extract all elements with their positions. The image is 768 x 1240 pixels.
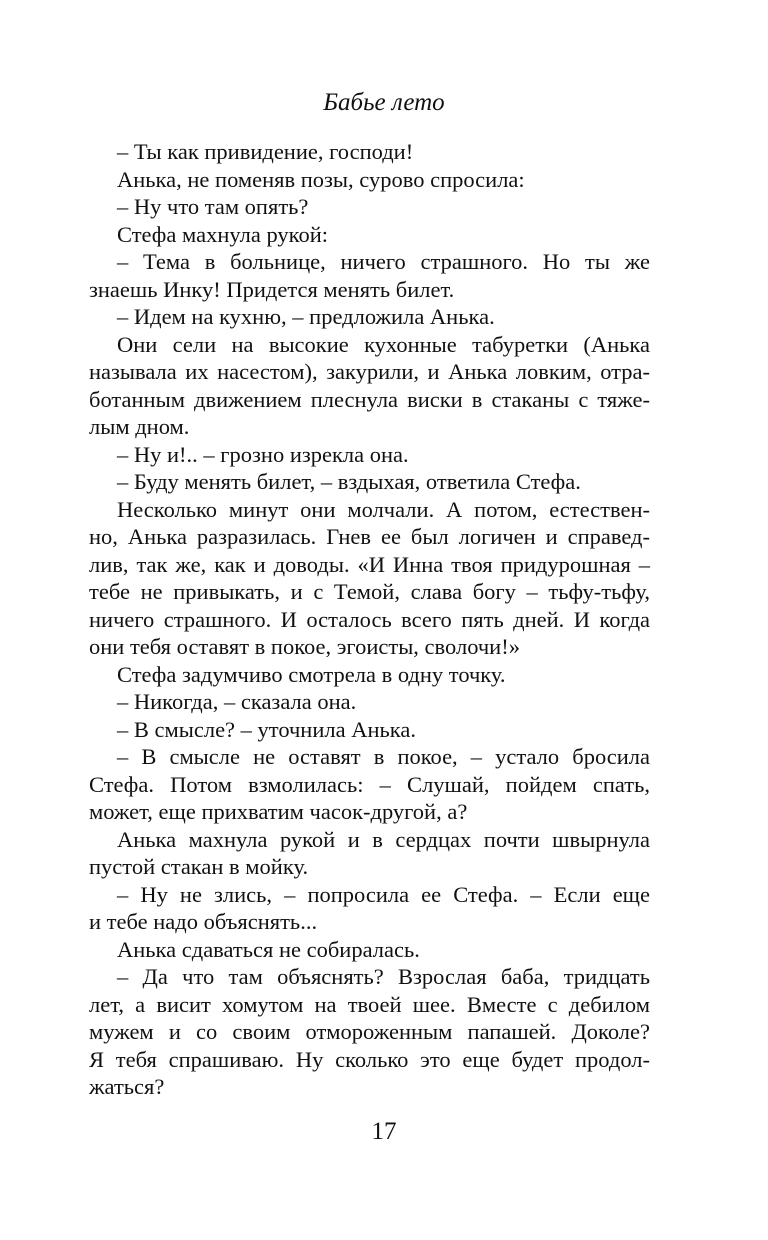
text-line: но, Анька разразилась. Гнев ее был логичен и справед- xyxy=(89,524,650,549)
page-number: 17 xyxy=(371,1118,397,1145)
text-line: Стефа махнула рукой: xyxy=(117,221,328,247)
text-line: и тебе надо объяснять... xyxy=(89,909,318,934)
text-line: мужем и со своим отмороженным папашей. Доколе? xyxy=(89,1019,650,1044)
text-line: Анька, не поменяв позы, сурово спросила: xyxy=(117,166,525,192)
text-line: – Ну что там опять? xyxy=(117,194,309,219)
text-line: – Ты как привидение, господи! xyxy=(117,139,414,164)
text-line: жаться? xyxy=(89,1074,165,1099)
body-text xyxy=(89,138,650,1101)
text-line: лет, а висит хомутом на твоей шее. Вместе с дебилом xyxy=(89,991,650,1017)
text-line: пустой стакан в мойку. xyxy=(89,854,309,879)
text-line: может, еще прихватим часок-другой, а? xyxy=(89,799,468,824)
text-line: – Ну и!.. – грозно изрекла она. xyxy=(117,441,409,467)
text-line: – Идем на кухню, – предложила Анька. xyxy=(117,304,495,329)
text-line: лым дном. xyxy=(89,414,190,439)
text-line: – Да что там объяснять? Взрослая баба, тридцать xyxy=(117,964,650,989)
text-line: – Ну не злись, – попросила ее Стефа. – Если еще xyxy=(117,881,650,907)
text-line: Они сели на высокие кухонные табуретки (Анька xyxy=(117,331,650,357)
text-line: Стефа задумчиво смотрела в одну точку. xyxy=(117,661,506,687)
text-line: ничего страшного. И осталось всего пять дней. И когда xyxy=(89,606,650,632)
text-line: Несколько минут они молчали. А потом, естествен- xyxy=(117,496,650,522)
text-line: – Буду менять билет, – вздыхая, ответила Стефа. xyxy=(117,469,581,494)
text-line: ботанным движением плеснула виски в стаканы с тяже- xyxy=(89,386,650,412)
text-line: – В смысле? – уточнила Анька. xyxy=(117,716,416,742)
text-line: Анька сдаваться не собиралась. xyxy=(117,936,420,962)
text-line: тебе не привыкать, и с Темой, слава богу – тьфу-тьфу, xyxy=(89,579,650,604)
text-line: – Никогда, – сказала она. xyxy=(117,689,357,714)
text-line: – В смысле не оставят в покое, – устало бросила xyxy=(117,744,650,769)
text-line: Стефа. Потом взмолилась: – Слушай, пойдем спать, xyxy=(89,771,650,797)
text-line: называла их насестом), закурили, и Анька ловким, отра- xyxy=(89,359,650,384)
text-line: лив, так же, как и доводы. «И Инна твоя придурошная – xyxy=(89,551,650,577)
running-head: Бабье лето xyxy=(323,89,445,116)
text-line: Анька махнула рукой и в сердцах почти швырнула xyxy=(117,826,650,852)
text-line: они тебя оставят в покое, эгоисты, сволочи!» xyxy=(89,634,520,659)
text-line: Я тебя спрашиваю. Ну сколько это еще будет продол- xyxy=(89,1046,650,1072)
text-line: – Тема в больнице, ничего страшного. Но ты же xyxy=(117,249,650,274)
text-line: знаешь Инку! Придется менять билет. xyxy=(89,276,455,302)
